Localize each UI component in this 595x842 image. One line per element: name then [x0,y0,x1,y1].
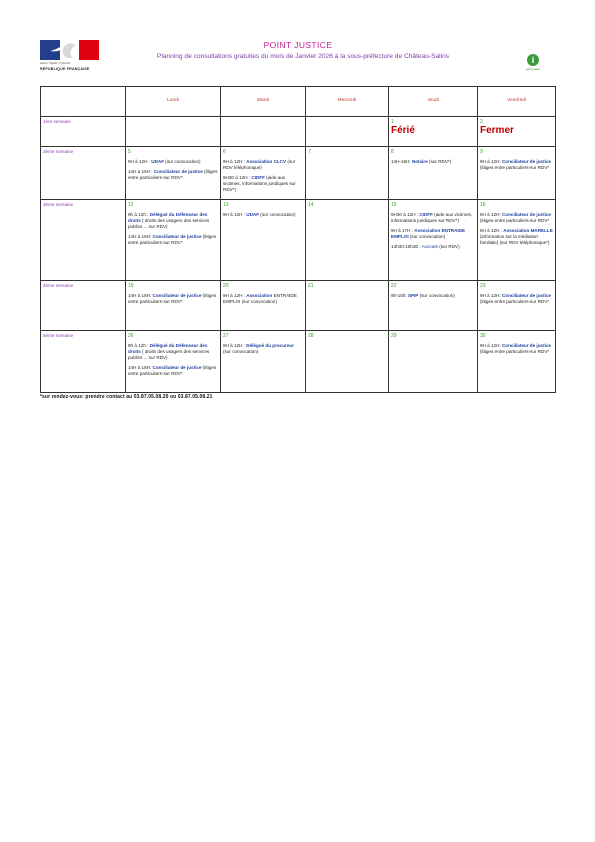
consultation-time: 14H-16H: [391,159,412,165]
day-cell [126,117,221,147]
consultation-details: (litiges entre particuliers-sur RDV* [480,218,550,224]
page-subtitle: Planning de consultations gratuites du mois de Janvier 2026 à la sous-préfecture de Château-Salins [156,53,450,60]
consultation-entry [223,343,303,355]
day-number: 28 [308,333,314,339]
day-cell [389,331,478,393]
consultation-entry [391,159,475,165]
marianne-flag-icon [40,40,99,60]
header-day: Vendredi [478,87,556,117]
week-row [41,147,556,200]
day-cell [306,147,389,200]
week-label-text: 4ème semaine [43,283,74,288]
day-cell [126,147,221,200]
consultation-service: Conciliateur de justice [152,365,202,371]
consultation-entry [480,228,553,246]
consultation-time: 9H à 12H : [223,293,247,299]
consultation-details: (sur convocation) [418,293,455,299]
day-number: 15 [391,202,397,208]
consultation-entry [128,343,218,361]
consultation-details: (litiges entre particuliers-sur RDV* [480,349,550,355]
day-cell [478,147,556,200]
header-day: Lundi [126,87,221,117]
week-label [41,281,126,331]
week-label [41,117,126,147]
consultation-details: (sur convocation) [259,212,296,218]
week-label [41,200,126,281]
day-number: 13 [223,202,229,208]
consultation-details: (litiges entre particuliers-sur RDV* [480,165,550,171]
info-icon: i [527,54,539,66]
consultation-time: 14H à 16H : [128,169,154,175]
consultation-service: Association CLCV [246,159,287,165]
day-cell [389,117,478,147]
consultation-entry [128,169,218,181]
consultation-details: ENTRAIDE EMPLOI (sur convocation) [223,293,297,305]
republique-francaise-logo [40,40,100,76]
consultation-details: (information sur la médiation familiale) (sur RDV téléphonique*) [480,234,550,245]
day-number: 6 [223,149,226,155]
consultation-time: 9H à 12H : [223,159,247,165]
header-day: Jeudi [389,87,478,117]
consultation-details: (litiges entre particuliers-sur RDV* [128,169,218,181]
consultation-entry [223,212,303,218]
consultation-service: Conciliateur de justice [152,293,202,299]
day-cell [221,117,306,147]
consultation-entry [391,228,475,240]
consultation-entry [223,175,303,193]
republic-name: RÉPUBLIQUE FRANÇAISE [40,67,90,71]
day-cell [126,200,221,281]
day-number: 14 [308,202,314,208]
consultation-entry [128,234,218,246]
consultation-service: Association ENTRAIDE EMPLOI [391,228,466,240]
day-cell [478,281,556,331]
consultation-details: (litiges entre particuliers-sur RDV* [128,365,217,376]
day-number: 12 [128,202,134,208]
header-row [41,87,556,117]
week-label-text: 1ère semaine [43,119,71,124]
consultation-details: (litiges entre particuliers-sur RDV* [128,293,217,305]
consultation-details: (sur convocation) [164,159,201,165]
page-title: POINT JUSTICE [263,40,333,50]
consultation-entry [480,159,553,171]
consultation-entry [391,293,475,299]
closure-label: Fermer [480,125,514,137]
day-cell [126,281,221,331]
consultation-entry [128,212,218,230]
consultation-service: Avocats [421,243,438,249]
consultation-time: 9H à 17H : [391,228,415,234]
consultation-service: Conciliateur de justice [501,343,551,349]
day-cell [478,331,556,393]
consultation-entry [223,159,303,171]
week-label-text: 2ème semaine [43,149,74,154]
day-cell [306,117,389,147]
consultation-service: Délégué du procureur [246,343,294,349]
consultation-details: (sur RDV*) [427,159,452,165]
consultation-time: 14H à 16H: [128,293,153,299]
day-number: 5 [128,149,131,155]
week-row [41,117,556,147]
consultation-service: Association MARELLE [503,228,553,234]
consultation-time: 9H à 12H : [223,343,247,349]
consultation-details: (aide aux victimes, informations juridiques sur RDV*) [223,175,296,192]
consultation-service: Conciliateur de justice [501,293,551,299]
day-cell [221,281,306,331]
day-cell [306,200,389,281]
day-cell [306,331,389,393]
day-number: 27 [223,333,229,339]
point-justice-logo [524,54,542,74]
consultation-time: 9h-15h: [391,293,408,299]
day-cell [221,200,306,281]
consultation-time: 9H30 à 12H : [223,175,252,181]
day-cell [389,200,478,281]
consultation-entry [128,159,218,165]
week-label [41,147,126,200]
consultation-time: 9H à 12H : [128,159,152,165]
week-label-text: 5ème semaine [43,333,74,338]
day-number: 2 [480,119,483,125]
consultation-entry [391,212,475,224]
day-cell [478,200,556,281]
week-row [41,331,556,393]
day-cell [126,331,221,393]
marianne-profile-icon [40,40,99,60]
header-day: Mardi [221,87,306,117]
consultation-entry [480,212,553,224]
week-row [41,281,556,331]
consultation-details: (aide aux victimes, informations juridiques sur RDV*) [391,212,473,224]
consultation-service: UDAF [151,159,165,165]
consultation-service: Conciliateur de justice [501,159,551,165]
consultation-time: 9H à 12H : [223,212,247,218]
consultation-service: CIDFF [419,212,433,218]
consultation-time: 9H à 12H: [480,159,502,165]
consultation-details: (sur convocation) [223,349,259,355]
consultation-time: 14H à 16H: [128,234,153,240]
day-number: 20 [223,283,229,289]
consultation-time: 9h à 12h : [128,212,150,218]
day-number: 22 [391,283,397,289]
consultation-service: CIDFF [251,175,265,181]
day-cell [389,147,478,200]
day-number: 21 [308,283,314,289]
consultation-time: 14h30-16h30 : [391,243,422,249]
day-cell [389,281,478,331]
consultation-details: (sur RDV téléphonique) [223,159,296,171]
day-number: 29 [391,333,397,339]
day-number: 9 [480,149,483,155]
republic-motto: Liberté • Égalité • Fraternité [40,62,71,65]
consultation-time: 9h à 12h : [128,343,150,349]
week-row [41,200,556,281]
planning-table [40,86,556,393]
day-cell [221,147,306,200]
day-number: 19 [128,283,134,289]
consultation-details: (sur convocation) [408,234,446,240]
consultation-entry [480,293,553,305]
day-number: 7 [308,149,311,155]
consultation-service: SPIP [407,293,419,299]
closure-label: Férié [391,125,415,137]
day-number: 23 [480,283,486,289]
footnote: *sur rendez-vous: prendre contact au 03.87.05.08.20 ou 03.87.05.08.21 [40,394,213,400]
consultation-entry [480,343,553,355]
day-number: 26 [128,333,134,339]
week-label [41,331,126,393]
header-day: Mercredi [306,87,389,117]
day-number: 1 [391,119,394,125]
consultation-time: 9H à 12H : [480,228,504,234]
day-number: 16 [480,202,486,208]
consultation-entry [223,293,303,305]
consultation-details: (litiges entre particuliers-sur RDV* [128,234,217,245]
consultation-details: ( droits des usagers des services publics ... sur RDV) [128,218,210,230]
consultation-time: 9H à 12H: [480,293,502,299]
consultation-entry [128,365,218,377]
consultation-service: Conciliateur de justice [501,212,551,218]
day-number: 30 [480,333,486,339]
consultation-details: ( droits des usagers des services publics ... sur RDV) [128,349,210,361]
day-cell [221,331,306,393]
consultation-time: 9H à 12H: [480,212,502,218]
day-cell [306,281,389,331]
day-number: 8 [391,149,394,155]
consultation-entry [128,293,218,305]
consultation-time: 14H à 16H: [128,365,153,371]
header-corner [41,87,126,117]
consultation-service: Délégué du Défenseur des droits [128,212,208,224]
consultation-time: 9H30 à 12H : [391,212,420,218]
consultation-service: Conciliateur de justice [153,169,203,175]
day-cell [478,117,556,147]
consultation-service: Délégué du Défenseur des droits [128,343,208,355]
consultation-details: (litiges entre particuliers-sur RDV* [480,299,550,305]
consultation-service: Association [246,293,273,299]
week-label-text: 3ème semaine [43,202,74,207]
consultation-time: 9H à 12H: [480,343,502,349]
consultation-service: Conciliateur de justice [152,234,202,240]
consultation-entry [391,244,475,250]
point-justice-caption: point justice [526,68,540,71]
consultation-service: Notaire [411,159,428,165]
consultation-details: (sur RDV) [437,243,460,249]
consultation-service: UDAF [246,212,260,218]
